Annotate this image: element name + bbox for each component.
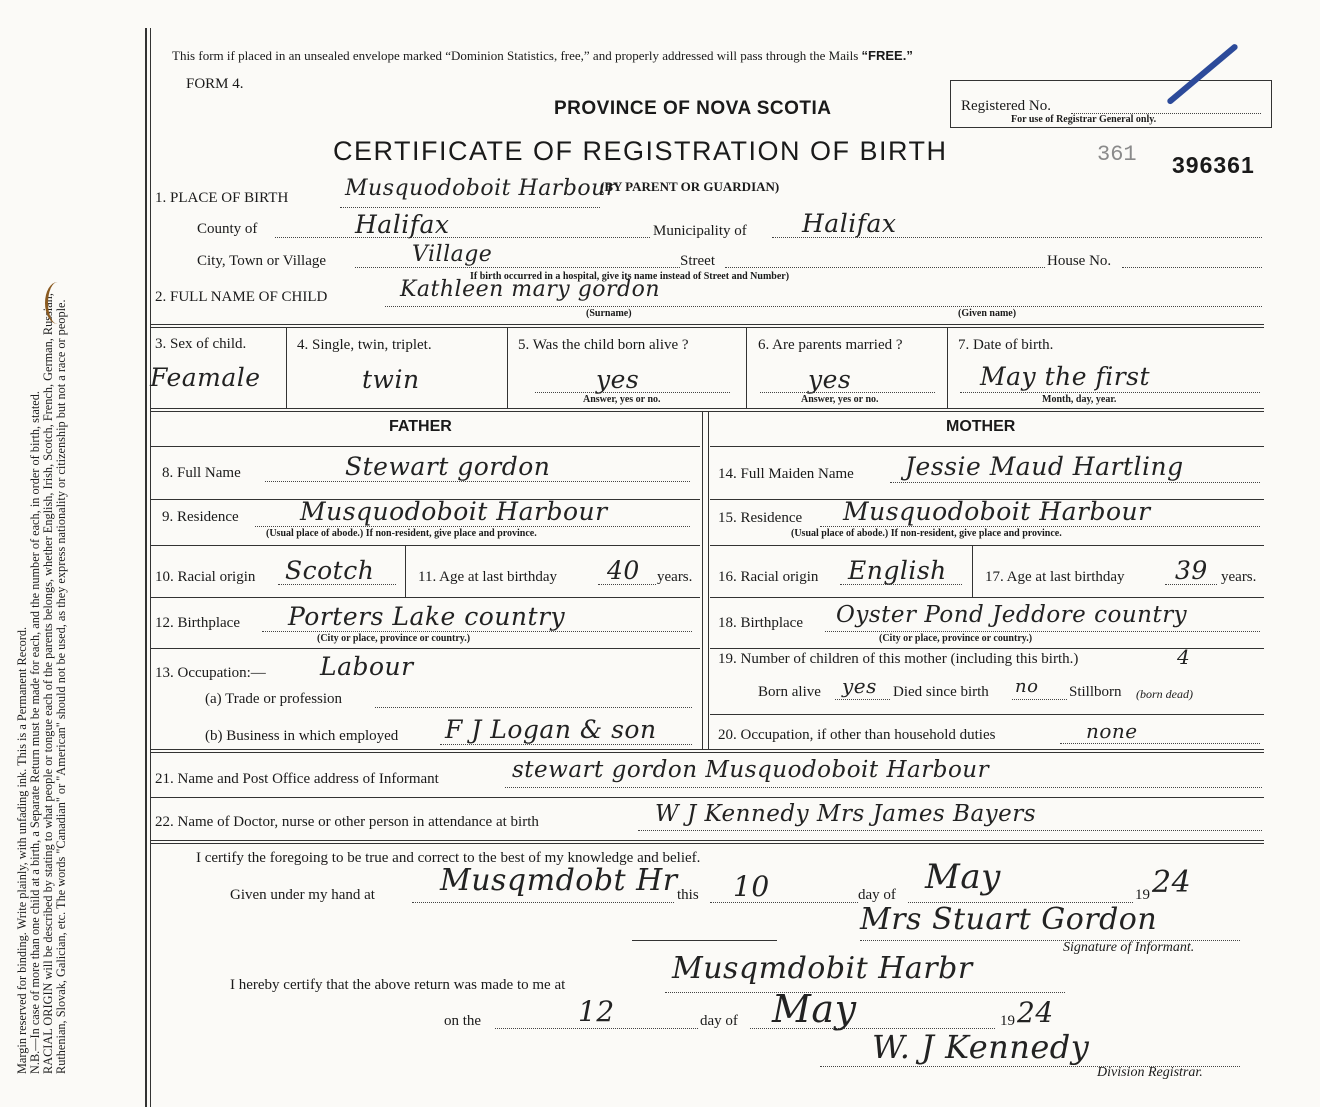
mother-birthplace-line (825, 631, 1260, 632)
alive-caption: Answer, yes or no. (583, 394, 661, 405)
mail-notice (172, 48, 913, 64)
rule (710, 545, 1264, 546)
left-border (145, 28, 147, 1107)
stamp-faint: 361 (1097, 142, 1137, 167)
place-value: Musquodoboit Harbour (345, 176, 617, 201)
notice-text: This form if placed in an unsealed envelope marked “Dominion Statistics, free,” and properly addressed will pass through the Mails (172, 48, 859, 63)
father-name-line (265, 481, 690, 482)
stillborn-caption: (born dead) (1136, 687, 1193, 701)
rule (150, 327, 1264, 328)
sex-label: 3. Sex of child. (155, 336, 247, 352)
mother-birthplace-value: Oyster Pond Jeddore country (836, 602, 1188, 628)
registrar-month-value: May (772, 987, 857, 1031)
rule (150, 545, 700, 546)
column-divider (708, 412, 709, 749)
by-parent-note: (BY PARENT OR GUARDIAN) (600, 179, 780, 194)
rule (150, 411, 1264, 412)
informant-value: stewart gordon Musquodoboit Harbour (512, 757, 990, 783)
father-residence-line (255, 526, 690, 527)
mother-heading: MOTHER (946, 418, 1016, 435)
married-caption: Answer, yes or no. (801, 394, 879, 405)
rule (150, 324, 1264, 325)
dob-value: May the first (980, 362, 1151, 391)
mother-residence-value: Musquodoboit Harbour (843, 497, 1151, 526)
married-value: yes (808, 365, 852, 394)
binding-mark (45, 282, 70, 324)
father-birthplace-caption: (City or place, province or country.) (317, 633, 471, 644)
registrar-use-note: For use of Registrar General only. (1011, 114, 1157, 125)
rule (150, 408, 1264, 409)
father-racial-label: 10. Racial origin (155, 569, 256, 585)
father-trade-label: (a) Trade or profession (205, 691, 343, 707)
child-name-line (385, 306, 1262, 307)
city-label: City, Town or Village (197, 253, 327, 269)
father-business-line (440, 744, 692, 745)
rule (710, 597, 1264, 598)
died-value: no (1015, 676, 1039, 697)
municipality-label: Municipality of (653, 223, 747, 239)
father-occupation-value: Labour (320, 652, 414, 681)
father-trade-line (375, 707, 692, 708)
notice-free: “FREE.” (861, 48, 913, 63)
registrar-signature: W. J Kennedy (872, 1028, 1090, 1066)
father-age-value: 40 (607, 556, 640, 585)
registrar-day-of-label: day of (700, 1013, 738, 1029)
rule (710, 714, 1264, 715)
born-alive-label: Born alive (758, 684, 821, 700)
stamp-number: 396361 (1172, 152, 1255, 178)
born-alive-line (835, 699, 890, 700)
rule (150, 446, 700, 447)
father-birthplace-line (262, 631, 692, 632)
given-label: Given under my hand at (230, 887, 375, 903)
rule (150, 843, 1264, 844)
on-the-label: on the (444, 1013, 482, 1029)
mother-residence-label: 15. Residence (718, 510, 803, 526)
sidebar-note: RACIAL ORIGIN will be described by stating to what people or tongue each of the parents belongs, whether English, Irish, Scotch, French, German, Russian, (41, 293, 55, 1074)
province-heading: PROVINCE OF NOVA SCOTIA (554, 98, 832, 119)
mother-abode-caption: (Usual place of abode.) If non-resident, give place and province. (791, 528, 1062, 539)
father-birthplace-value: Porters Lake country (288, 602, 566, 631)
doctor-line (638, 830, 1262, 831)
child-name-value: Kathleen mary gordon (400, 277, 661, 302)
dob-line (960, 392, 1260, 393)
rule (947, 328, 948, 408)
registrar-place: Musqmdobit Harbr (672, 951, 973, 986)
month-value: May (925, 857, 1001, 897)
left-border-inner (150, 28, 151, 1107)
informant-label: 21. Name and Post Office address of Informant (155, 771, 439, 787)
doctor-value: W J Kennedy Mrs James Bayers (655, 801, 1037, 827)
father-occupation-label: 13. Occupation:— (155, 665, 266, 681)
stillborn-label: Stillborn (1069, 684, 1122, 700)
mother-racial-value: English (848, 556, 947, 585)
street-label: Street (680, 253, 715, 269)
this-label: this (677, 887, 699, 903)
father-name-value: Stewart gordon (345, 452, 551, 481)
place-line (340, 207, 600, 208)
county-line (275, 237, 650, 238)
rule (746, 328, 747, 408)
rule (710, 446, 1264, 447)
father-years: years. (657, 569, 693, 585)
mother-name-label: 14. Full Maiden Name (718, 466, 854, 482)
registered-label: Registered No. (961, 98, 1051, 114)
mother-age-label: 17. Age at last birthday (985, 569, 1125, 585)
married-line (760, 392, 935, 393)
mother-birthplace-label: 18. Birthplace (718, 615, 803, 631)
registrar-day-line (495, 1028, 698, 1029)
house-label: House No. (1047, 253, 1112, 269)
mother-occupation-line (1060, 743, 1260, 744)
street-line (725, 267, 1045, 268)
mother-residence-line (820, 526, 1260, 527)
rule (150, 597, 700, 598)
alive-value: yes (596, 365, 640, 394)
municipality-value: Halifax (802, 209, 897, 238)
given-place: Musqmdobt Hr (440, 863, 678, 898)
rule (507, 328, 508, 408)
alive-line (535, 392, 730, 393)
informant-caption: Signature of Informant. (1063, 940, 1195, 955)
day-value: 10 (733, 870, 770, 903)
county-label: County of (197, 221, 258, 237)
registrar-year-prefix: 19 (1000, 1013, 1015, 1029)
mother-years: years. (1221, 569, 1257, 585)
certificate-title: CERTIFICATE OF REGISTRATION OF BIRTH (333, 136, 948, 166)
surname-caption: (Surname) (586, 308, 632, 319)
died-label: Died since birth (893, 684, 989, 700)
county-value: Halifax (355, 210, 450, 239)
dob-label: 7. Date of birth. (958, 337, 1054, 353)
rule (150, 840, 1264, 841)
day-of-label: day of (858, 887, 896, 903)
alive-label: 5. Was the child born alive ? (518, 337, 689, 353)
sidebar-note: Ruthenian, Slovak, Galician, etc. The words "Canadian" or "American" should not be used, as they express nationality or citizenship but not a race or people. (54, 299, 68, 1074)
father-residence-label: 9. Residence (162, 509, 239, 525)
father-abode-caption: (Usual place of abode.) If non-resident, give place and province. (266, 528, 537, 539)
child-name-label: 2. FULL NAME OF CHILD (155, 289, 328, 305)
registrar-year-suffix: 24 (1017, 996, 1054, 1029)
doctor-label: 22. Name of Doctor, nurse or other person in attendance at birth (155, 814, 539, 830)
mother-children-value: 4 (1177, 645, 1191, 669)
father-heading: FATHER (389, 418, 452, 435)
year-suffix: 24 (1152, 865, 1192, 900)
hospital-note: If birth occurred in a hospital, give its name instead of Street and Number) (470, 271, 790, 282)
sidebar-note: Margin reserved for binding. Write plainly, with unfading ink. This is a Permanent Record. (15, 626, 29, 1074)
signature-separator (632, 940, 777, 941)
column-divider (702, 412, 703, 749)
mother-racial-label: 16. Racial origin (718, 569, 819, 585)
died-line (1012, 699, 1067, 700)
multiple-value: twin (362, 365, 420, 394)
form-number: FORM 4. (186, 76, 244, 92)
father-business-value: F J Logan & son (445, 715, 657, 744)
dob-caption: Month, day, year. (1042, 394, 1117, 405)
informant-signature: Mrs Stuart Gordon (860, 902, 1158, 937)
mother-age-value: 39 (1175, 556, 1208, 585)
registrar-day-value: 12 (578, 995, 615, 1028)
rule (150, 749, 1264, 750)
place-label: 1. PLACE OF BIRTH (155, 190, 289, 206)
rule (150, 648, 700, 649)
father-name-label: 8. Full Name (162, 465, 241, 481)
registrar-caption: Division Registrar. (1097, 1065, 1203, 1080)
mother-occupation-value: none (1086, 719, 1138, 743)
city-value: Village (412, 242, 493, 267)
father-residence-value: Musquodoboit Harbour (300, 497, 608, 526)
certify-statement: I certify the foregoing to be true and correct to the best of my knowledge and belief. (196, 850, 701, 866)
mother-name-line (890, 482, 1260, 483)
year-prefix: 19 (1135, 887, 1150, 903)
married-label: 6. Are parents married ? (758, 337, 903, 353)
father-racial-value: Scotch (285, 556, 375, 585)
multiple-label: 4. Single, twin, triplet. (297, 337, 432, 353)
house-line (1122, 267, 1262, 268)
registrar-place-line (665, 992, 1065, 993)
mother-occupation-label: 20. Occupation, if other than household duties (718, 727, 996, 743)
rule (150, 797, 1264, 798)
registered-box (950, 80, 1272, 128)
sidebar-note: N.B.—In case of more than one child at a birth, a Separate Return must be made for each, and the number of each, in order of birth, stated. (28, 391, 42, 1074)
rule (405, 546, 406, 597)
sex-value: Feamale (150, 363, 261, 392)
born-alive-value: yes (842, 674, 877, 698)
registrar-statement: I hereby certify that the above return was made to me at (230, 977, 566, 993)
given-line (412, 902, 674, 903)
mother-name-value: Jessie Maud Hartling (905, 452, 1184, 481)
father-age-label: 11. Age at last birthday (418, 569, 557, 585)
rule (286, 328, 287, 408)
father-birthplace-label: 12. Birthplace (155, 615, 240, 631)
given-caption: (Given name) (958, 308, 1017, 319)
rule (972, 546, 973, 597)
father-business-label: (b) Business in which employed (205, 728, 399, 744)
mother-children-label: 19. Number of children of this mother (including this birth.) (718, 651, 1079, 667)
city-line (355, 267, 680, 268)
rule (150, 752, 1264, 753)
mother-birthplace-caption: (City or place, province or country.) (879, 633, 1033, 644)
informant-line (505, 787, 1262, 788)
margin-instructions (16, 74, 94, 1074)
